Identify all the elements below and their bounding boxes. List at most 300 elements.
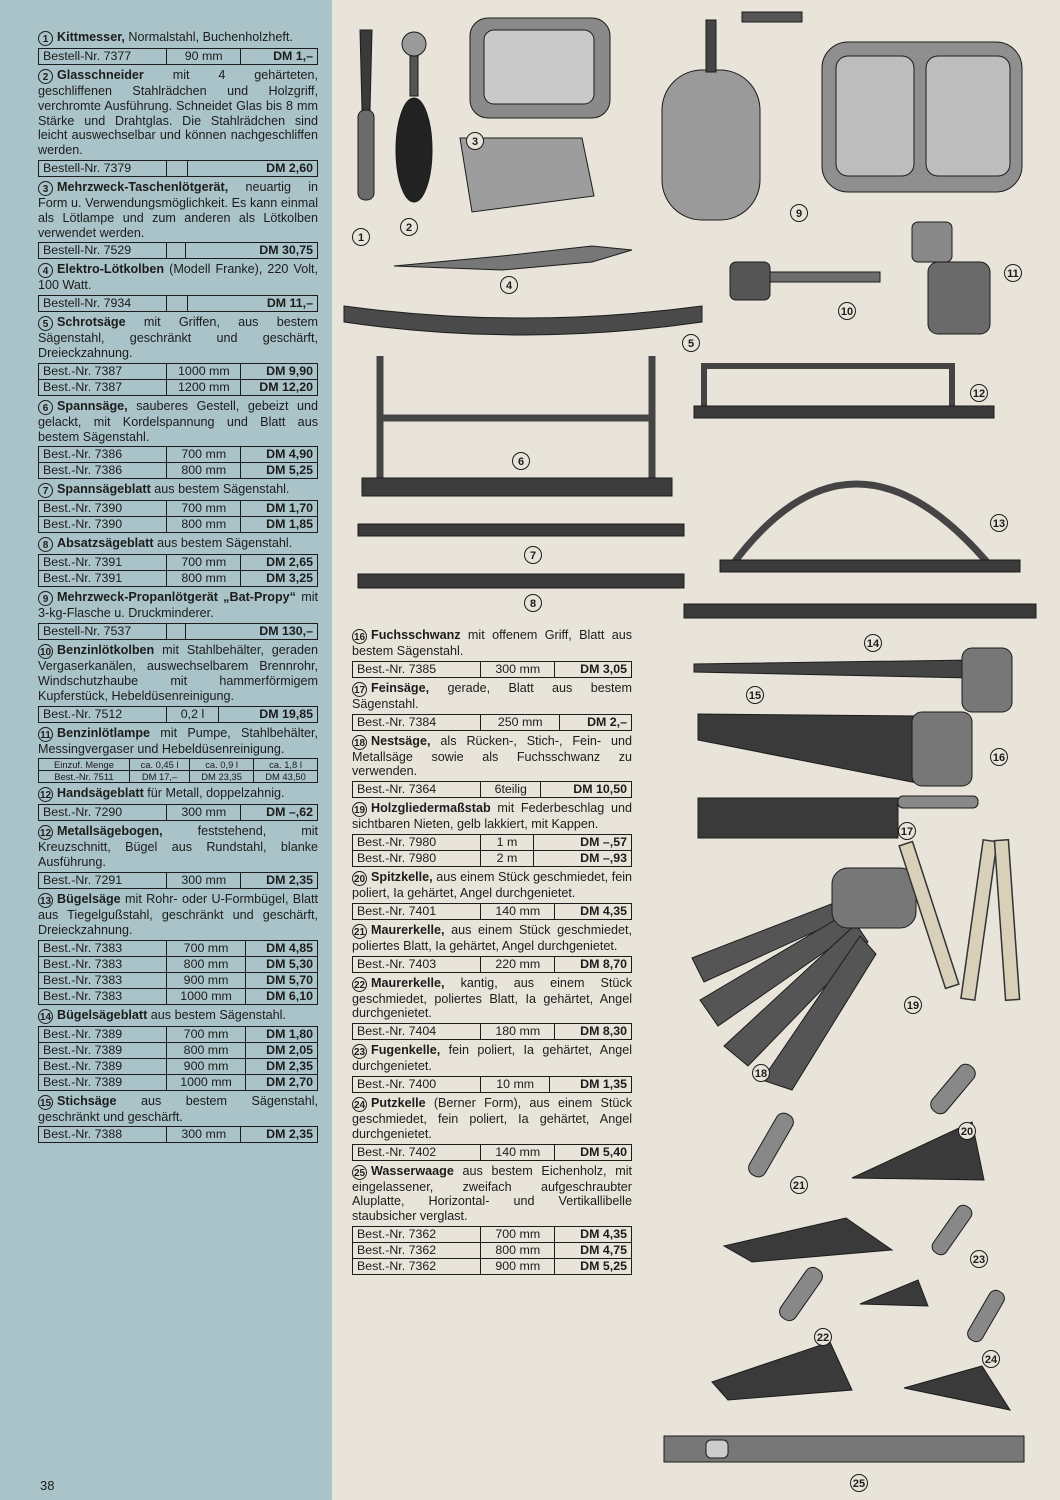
plastering-trowel	[904, 1366, 1010, 1410]
item-text: aus bestem Sägenstahl, geschränkt und geschärft.	[38, 1093, 318, 1124]
size: 10 mm	[481, 1076, 550, 1092]
petrol-soldering-iron	[730, 262, 770, 300]
item-description	[352, 870, 632, 901]
catalog-item	[352, 1043, 632, 1093]
callout-12: 12	[970, 384, 988, 402]
catalog-item	[352, 1096, 632, 1161]
order-number: Best.-Nr. 7980	[353, 850, 481, 866]
order-row	[353, 1258, 632, 1274]
order-table	[38, 363, 318, 396]
order-row	[39, 379, 318, 395]
item-name: Handsägeblatt	[57, 786, 144, 801]
keyhole-saw	[694, 660, 972, 678]
handsaw	[698, 714, 922, 784]
item-name: Putzkelle	[371, 1095, 426, 1110]
item-number-badge: 17	[352, 682, 367, 697]
item-description	[352, 628, 632, 659]
size: 700 mm	[167, 555, 241, 571]
order-row	[39, 160, 318, 176]
price: DM 2,05	[245, 1042, 317, 1058]
trowels	[712, 1061, 1010, 1410]
order-row	[39, 517, 318, 533]
item-text: (Modell Franke), 220 Volt, 100 Watt.	[38, 262, 318, 293]
crosscut-saw	[344, 306, 702, 335]
item-name: Benzinlötkolben	[57, 643, 155, 658]
size: 300 mm	[167, 872, 241, 888]
hacksaw-frame	[704, 366, 952, 410]
order-number: Best.-Nr. 7404	[353, 1024, 481, 1040]
size: 700 mm	[167, 940, 245, 956]
item-description	[38, 30, 318, 46]
left-text-column	[38, 30, 318, 1146]
item-name: Wasserwaage	[371, 1163, 454, 1178]
item-text: aus bestem Eichenholz, mit eingelassener, zweifach aufgeschraubter Aluplatte, Horizontal- und Vertikallibelle staubsicher verglast.	[352, 1163, 632, 1224]
price: DM 10,50	[541, 782, 632, 798]
order-number: Bestell-Nr. 7379	[39, 160, 167, 176]
order-number: Best.-Nr. 7401	[353, 903, 481, 919]
size: 300 mm	[167, 805, 241, 821]
order-row	[39, 463, 318, 479]
item-name: Bügelsägeblatt	[57, 1007, 148, 1022]
price: DM 2,–	[560, 714, 632, 730]
item-name: Holzgliedermaßstab	[371, 801, 491, 816]
order-number: Best.-Nr. 7389	[39, 1058, 167, 1074]
item-text: mit Stahlbehälter, geraden Vergaserkanälen, auswechselbarem Brennrohr, Windschutzhaube mit hammerförmigem Kupferstück, Hebeldüsenreinigung.	[38, 643, 318, 703]
item-description	[352, 923, 632, 954]
order-table	[352, 1144, 632, 1161]
callout-2: 2	[400, 218, 418, 236]
price: DM 4,85	[245, 940, 317, 956]
callout-20: 20	[958, 1122, 976, 1140]
order-table	[352, 1076, 632, 1093]
callout-15: 15	[746, 686, 764, 704]
size: 1200 mm	[167, 379, 241, 395]
order-table	[38, 940, 318, 1005]
order-table	[352, 834, 632, 867]
size: 1000 mm	[167, 988, 245, 1004]
blowlamp	[928, 262, 990, 334]
price: DM 1,–	[241, 49, 318, 65]
size: 1000 mm	[167, 1074, 245, 1090]
price: DM –,62	[241, 805, 318, 821]
item-description	[38, 824, 318, 870]
item-description	[352, 1096, 632, 1142]
size: 700 mm	[481, 1226, 555, 1242]
order-table	[352, 1023, 632, 1040]
item-description	[38, 892, 318, 938]
electric-soldering-iron	[394, 246, 632, 270]
order-row	[39, 624, 318, 640]
frame-saw-blade	[358, 524, 684, 536]
size: 900 mm	[481, 1258, 555, 1274]
order-number: Best.-Nr. 7291	[39, 872, 167, 888]
size: 220 mm	[481, 956, 555, 972]
item-description	[38, 68, 318, 158]
price: DM 2,35	[245, 1058, 317, 1074]
tenon-saw-blade	[358, 574, 684, 588]
item-text: aus einem Stück geschmiedet, fein poliert, Ia gehärtet, Angel durchgenietet.	[352, 869, 632, 900]
order-number: Best.-Nr. 7402	[353, 1144, 481, 1160]
catalog-item	[38, 643, 318, 722]
folding-rule	[899, 840, 1019, 1001]
item-name: Bügelsäge	[57, 891, 121, 906]
order-row	[353, 903, 632, 919]
size: 800 mm	[167, 517, 241, 533]
item-description	[352, 1043, 632, 1074]
order-number: Best.-Nr. 7389	[39, 1074, 167, 1090]
order-number: Best.-Nr. 7391	[39, 571, 167, 587]
order-row	[353, 850, 632, 866]
price: DM 2,35	[241, 1127, 318, 1143]
item-name: Feinsäge,	[371, 680, 430, 695]
price: DM 1,85	[241, 517, 318, 533]
item-text: fein poliert, Ia gehärtet, Angel durchgenietet.	[352, 1043, 632, 1074]
propane-bottle	[662, 70, 760, 220]
order-number: Best.-Nr. 7387	[39, 363, 167, 379]
order-table	[352, 661, 632, 678]
item-number-badge: 3	[38, 181, 53, 196]
size: 300 mm	[167, 1127, 241, 1143]
order-number: Best.-Nr. 7386	[39, 447, 167, 463]
item-description	[352, 1164, 632, 1224]
order-table	[38, 446, 318, 479]
order-table	[38, 706, 318, 723]
price: DM 1,80	[245, 1026, 317, 1042]
glass-cutter-handle	[396, 98, 432, 202]
item-text: mit Pumpe, Stahlbehälter, Messingvergaser und Hebeldüsenreinigung.	[38, 725, 318, 756]
item-text: (Berner Form), aus einem Stück geschmiedet, fein poliert, Ia gehärtet, Angel durchgenietet.	[352, 1095, 632, 1141]
item-number-badge: 5	[38, 316, 53, 331]
item-name: Spannsäge,	[57, 398, 128, 413]
item-description	[38, 643, 318, 703]
callout-6: 6	[512, 452, 530, 470]
middle-text-column	[352, 628, 632, 1278]
item-name: Maurerkelle,	[371, 975, 445, 990]
callout-24: 24	[982, 1350, 1000, 1368]
price: DM 2,65	[241, 555, 318, 571]
order-number: Best.-Nr. 7512	[39, 706, 167, 722]
order-row	[39, 872, 318, 888]
price: DM 9,90	[241, 363, 318, 379]
price: DM –,57	[533, 834, 631, 850]
order-cell: DM 17,–	[129, 771, 189, 783]
item-text: kantig, aus einem Stück geschmiedet, poliertes Blatt, Ia gehärtet, Angel durchgenietet.	[352, 975, 632, 1021]
order-row	[353, 714, 632, 730]
item-number-badge: 23	[352, 1044, 367, 1059]
item-description	[38, 262, 318, 293]
order-row	[39, 243, 318, 259]
item-number-badge: 21	[352, 924, 367, 939]
item-name: Absatzsägeblatt	[57, 536, 154, 551]
item-description	[38, 1008, 318, 1024]
callout-22: 22	[814, 1328, 832, 1346]
callout-10: 10	[838, 302, 856, 320]
order-table	[352, 781, 632, 798]
order-number: Best.-Nr. 7385	[353, 661, 481, 677]
size: 1000 mm	[167, 363, 241, 379]
order-table	[352, 903, 632, 920]
callout-17: 17	[898, 822, 916, 840]
item-number-badge: 9	[38, 591, 53, 606]
item-text: neuartig in Form u. Verwendungsmöglichkeit. Es kann einmal als Lötlampe und zum anderen als Lötkolben verwendet werden.	[38, 179, 318, 240]
catalog-item	[352, 923, 632, 973]
callout-9: 9	[790, 204, 808, 222]
item-description	[38, 1094, 318, 1125]
page-number: 38	[40, 1478, 55, 1493]
item-description	[352, 734, 632, 780]
order-number: Best.-Nr. 7383	[39, 972, 167, 988]
size: 800 mm	[167, 1042, 245, 1058]
price: DM 130,–	[186, 624, 318, 640]
item-name: Metallsägebogen,	[57, 824, 163, 839]
order-table	[38, 160, 318, 177]
size: 6teilig	[481, 782, 541, 798]
price: DM 5,70	[245, 972, 317, 988]
price: DM 5,40	[555, 1144, 632, 1160]
item-name: Spannsägeblatt	[57, 482, 151, 497]
price: DM 4,35	[555, 903, 632, 919]
order-row	[353, 1226, 632, 1242]
order-cell: Einzuf. Menge	[39, 759, 130, 771]
item-name: Benzinlötlampe	[57, 725, 151, 740]
price: DM 4,35	[555, 1226, 632, 1242]
order-table	[38, 804, 318, 821]
item-number-badge: 19	[352, 802, 367, 817]
callout-11: 11	[1004, 264, 1022, 282]
bow-saw-blade	[684, 604, 1036, 618]
catalog-item	[352, 870, 632, 920]
callout-25: 25	[850, 1474, 868, 1492]
mason-trowel	[724, 1218, 892, 1262]
order-table	[38, 500, 318, 533]
item-description	[352, 681, 632, 712]
order-table	[38, 295, 318, 312]
item-text: aus bestem Sägenstahl.	[150, 482, 290, 497]
item-text: für Metall, doppelzahnig.	[143, 786, 285, 801]
item-text: mit Federbeschlag und sichtbaren Nieten, gelb lakkiert, mit Kappen.	[352, 801, 632, 832]
item-number-badge: 25	[352, 1165, 367, 1180]
catalog-item	[38, 399, 318, 480]
size: 900 mm	[167, 972, 245, 988]
callout-16: 16	[990, 748, 1008, 766]
item-name: Fugenkelle,	[371, 1043, 441, 1058]
item-number-badge: 8	[38, 537, 53, 552]
glass-cutter-head	[402, 32, 426, 56]
catalog-item	[38, 726, 318, 784]
item-number-badge: 6	[38, 400, 53, 415]
catalog-item	[38, 536, 318, 587]
order-number: Best.-Nr. 7400	[353, 1076, 481, 1092]
size	[167, 243, 186, 259]
catalog-item	[38, 786, 318, 821]
order-table	[352, 1226, 632, 1275]
order-row	[39, 501, 318, 517]
size: 800 mm	[167, 956, 245, 972]
callout-7: 7	[524, 546, 542, 564]
item-name: Elektro-Lötkolben	[57, 262, 165, 277]
price: DM 4,75	[555, 1242, 632, 1258]
catalog-item	[38, 482, 318, 533]
order-number: Best.-Nr. 7391	[39, 555, 167, 571]
order-table	[38, 554, 318, 587]
order-cell: DM 23,35	[190, 771, 254, 783]
item-description	[38, 726, 318, 757]
order-number: Best.-Nr. 7362	[353, 1226, 481, 1242]
order-number: Bestell-Nr. 7934	[39, 296, 167, 312]
catalog-item	[38, 892, 318, 1005]
order-number: Best.-Nr. 7389	[39, 1042, 167, 1058]
item-name: Mehrzweck-Taschenlötgerät,	[57, 179, 229, 194]
catalog-item	[352, 1164, 632, 1275]
catalog-item	[38, 262, 318, 312]
price: DM –,93	[533, 850, 631, 866]
item-number-badge: 10	[38, 644, 53, 659]
item-description	[38, 180, 318, 240]
order-number: Best.-Nr. 7389	[39, 1026, 167, 1042]
price: DM 8,30	[555, 1024, 632, 1040]
item-text: mit Griffen, aus bestem Sägenstahl, geschränkt und geschärft, Dreieckzahnung.	[38, 315, 318, 360]
order-row	[39, 555, 318, 571]
order-row	[39, 1074, 318, 1090]
item-number-badge: 2	[38, 69, 53, 84]
item-description	[38, 786, 318, 802]
order-row	[353, 1024, 632, 1040]
price: DM 30,75	[186, 243, 318, 259]
size: 800 mm	[481, 1242, 555, 1258]
order-number: Best.-Nr. 7388	[39, 1127, 167, 1143]
size: 250 mm	[481, 714, 560, 730]
item-text: aus bestem Sägenstahl.	[153, 536, 293, 551]
price: DM 1,35	[550, 1076, 632, 1092]
putty-knife-drawing	[360, 30, 372, 110]
item-text: mit Rohr- oder U-Formbügel, Blatt aus Tiegelgußstahl, geschränkt und geschärft, Dreieckzahnung.	[38, 891, 318, 937]
item-number-badge: 15	[38, 1095, 53, 1110]
order-cell: Best.-Nr. 7511	[39, 771, 130, 783]
price: DM 3,05	[555, 661, 632, 677]
order-number: Best.-Nr. 7386	[39, 463, 167, 479]
item-name: Stichsäge	[57, 1093, 117, 1108]
pointing-trowel	[860, 1280, 928, 1306]
order-number: Bestell-Nr. 7529	[39, 243, 167, 259]
catalog-item	[38, 68, 318, 177]
catalog-item	[352, 976, 632, 1041]
order-number: Best.-Nr. 7383	[39, 940, 167, 956]
callout-3: 3	[466, 132, 484, 150]
item-name: Maurerkelle,	[371, 922, 445, 937]
callout-1: 1	[352, 228, 370, 246]
item-number-badge: 18	[352, 735, 367, 750]
callout-23: 23	[970, 1250, 988, 1268]
order-row	[353, 1144, 632, 1160]
size: 0,2 l	[167, 706, 218, 722]
order-row	[39, 805, 318, 821]
price: DM 5,25	[241, 463, 318, 479]
catalog-item	[352, 628, 632, 678]
item-number-badge: 7	[38, 483, 53, 498]
order-table	[38, 872, 318, 889]
order-number: Best.-Nr. 7980	[353, 834, 481, 850]
size: 700 mm	[167, 1026, 245, 1042]
item-number-badge: 12	[38, 787, 53, 802]
order-row	[39, 1042, 318, 1058]
order-row	[39, 296, 318, 312]
item-text: aus bestem Sägenstahl.	[147, 1007, 286, 1022]
order-cell: ca. 1,8 l	[254, 759, 318, 771]
item-description	[38, 590, 318, 621]
item-name: Kittmesser,	[57, 30, 125, 44]
item-number-badge: 1	[38, 31, 53, 46]
callout-8: 8	[524, 594, 542, 612]
size: 800 mm	[167, 463, 241, 479]
item-description	[38, 315, 318, 361]
size: 2 m	[481, 850, 533, 866]
order-row	[39, 1058, 318, 1074]
item-number-badge: 11	[38, 727, 53, 742]
callout-18: 18	[752, 1064, 770, 1082]
size: 180 mm	[481, 1024, 555, 1040]
size: 700 mm	[167, 501, 241, 517]
order-row	[39, 363, 318, 379]
item-number-badge: 24	[352, 1097, 367, 1112]
price: DM 2,35	[241, 872, 318, 888]
item-text: gerade, Blatt aus bestem Sägenstahl.	[352, 680, 632, 711]
order-number: Best.-Nr. 7383	[39, 988, 167, 1004]
catalog-item	[38, 30, 318, 65]
catalog-item	[352, 801, 632, 867]
price: DM 5,30	[245, 956, 317, 972]
item-number-badge: 16	[352, 629, 367, 644]
price: DM 5,25	[555, 1258, 632, 1274]
bow-saw	[730, 484, 992, 568]
order-number: Best.-Nr. 7384	[353, 714, 481, 730]
callout-5: 5	[682, 334, 700, 352]
order-cell: DM 43,50	[254, 771, 318, 783]
item-description	[38, 482, 318, 498]
order-number: Best.-Nr. 7383	[39, 956, 167, 972]
order-row	[353, 1242, 632, 1258]
item-number-badge: 20	[352, 871, 367, 886]
item-description	[352, 801, 632, 832]
order-number: Best.-Nr. 7362	[353, 1242, 481, 1258]
order-table-small	[38, 758, 318, 783]
price: DM 12,20	[241, 379, 318, 395]
price: DM 1,70	[241, 501, 318, 517]
order-table	[38, 242, 318, 259]
order-row	[39, 972, 318, 988]
order-row	[39, 1026, 318, 1042]
price: DM 6,10	[245, 988, 317, 1004]
callout-13: 13	[990, 514, 1008, 532]
price: DM 3,25	[241, 571, 318, 587]
order-cell: ca. 0,45 l	[129, 759, 189, 771]
item-name: Spitzkelle,	[371, 869, 433, 884]
item-name: Fuchsschwanz	[371, 628, 461, 642]
order-table	[38, 48, 318, 65]
order-number: Best.-Nr. 7390	[39, 517, 167, 533]
order-row	[39, 771, 318, 783]
size: 700 mm	[167, 447, 241, 463]
catalog-item	[38, 1094, 318, 1144]
order-row	[39, 706, 318, 722]
fine-saw	[698, 798, 898, 838]
square-trowel	[712, 1342, 852, 1400]
order-row	[353, 834, 632, 850]
catalog-item	[38, 315, 318, 396]
size: 90 mm	[167, 49, 241, 65]
catalog-item	[38, 590, 318, 640]
item-name: Glasschneider	[57, 68, 144, 82]
item-description	[352, 976, 632, 1022]
